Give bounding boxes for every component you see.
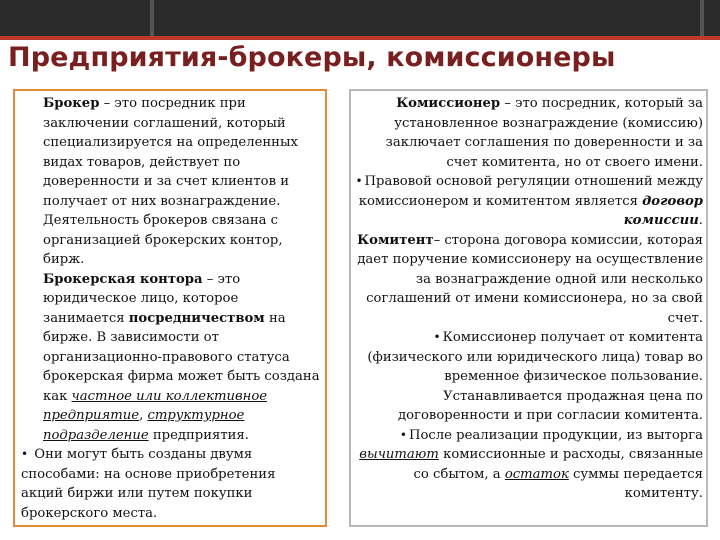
goods-transfer-text: Комиссионер получает от комитента (физического или юридического лица) товар во временное физическое пользование. Устанавливается продажная цена по договоренности и при согласии комитента. — [367, 330, 703, 423]
comma-separator: , — [139, 408, 148, 423]
brokerage-office-text: – это юридическое лицо, которое занимается — [43, 271, 241, 326]
after-sale-text: После реализации продукции, из выторга — [408, 427, 703, 443]
brokerage-office-text-cont: на бирже. В зависимости от организационно-правового статуса брокерская фирма может быть создана как — [43, 310, 320, 404]
legal-basis-end: . — [698, 213, 703, 228]
broker-definition-text: – это посредник при заключении соглашений, который специализируется на определенных видах товаров, действует по доверенности и за счет клиентов и получает от них вознаграждение. Деятельность брокеров связана с организацией брокерских контор, бирж. — [43, 96, 298, 267]
broker-definition — [21, 94, 321, 270]
commission-contract-term: договор комиссии — [623, 193, 703, 228]
bullet-icon: • — [399, 427, 407, 442]
slide-title: Предприятия-брокеры, комиссионеры — [8, 42, 616, 73]
after-sale-item — [355, 426, 703, 504]
commission-agent-term: Комиссионер — [396, 96, 501, 111]
remainder-term: остаток — [504, 466, 569, 482]
bullet-icon: • — [21, 447, 29, 461]
top-bar-stripe — [700, 0, 704, 36]
principal-definition — [355, 231, 703, 329]
broker-term: Брокер — [43, 96, 100, 111]
private-collective-enterprise-text: частное или коллективное предприятие — [43, 388, 268, 423]
top-bar-stripe — [150, 0, 154, 36]
bullet-icon: • — [355, 174, 363, 188]
after-sale-tail: суммы передается комитенту. — [568, 466, 703, 501]
slide-top-bar — [0, 0, 720, 36]
broker-text-box — [13, 89, 327, 527]
title-accent-line — [0, 36, 720, 40]
creation-methods-text: Они могут быть созданы двумя способами: на основе приобретения акций биржи или путем покупки брокерского места. — [21, 447, 276, 521]
after-sale-text-cont: комиссионные и расходы, связанные со сбытом, а — [413, 447, 703, 482]
brokerage-office-term: Брокерская контора — [43, 271, 203, 287]
bullet-icon: • — [433, 330, 441, 344]
brokerage-office-tail: предприятия. — [148, 427, 249, 443]
principal-term: Комитент — [357, 232, 434, 248]
goods-transfer-item — [355, 328, 703, 426]
legal-basis-item — [355, 172, 703, 231]
brokerage-office-definition — [21, 270, 321, 446]
legal-basis-text: Правовой основой регуляции отношений между комиссионером и комитентом является — [358, 174, 703, 209]
commission-agent-definition — [355, 94, 703, 172]
creation-methods-item — [21, 445, 321, 523]
commission-agent-definition-text: – это посредник, который за установленное вознаграждение (комиссию) заключает соглашения по доверенности и за счет комитента, но от своего имени. — [385, 96, 703, 170]
structural-division-text: структурное подразделение — [43, 408, 245, 443]
mediation-term: посредничеством — [128, 310, 265, 326]
principal-definition-text: – сторона договора комиссии, которая дает поручение комиссионеру на осуществление за вознаграждение одной или несколько соглашений от имени комиссионера, но за свой счет. — [357, 232, 703, 326]
commission-agent-text-box — [349, 89, 708, 527]
deduct-term: вычитают — [359, 447, 439, 462]
